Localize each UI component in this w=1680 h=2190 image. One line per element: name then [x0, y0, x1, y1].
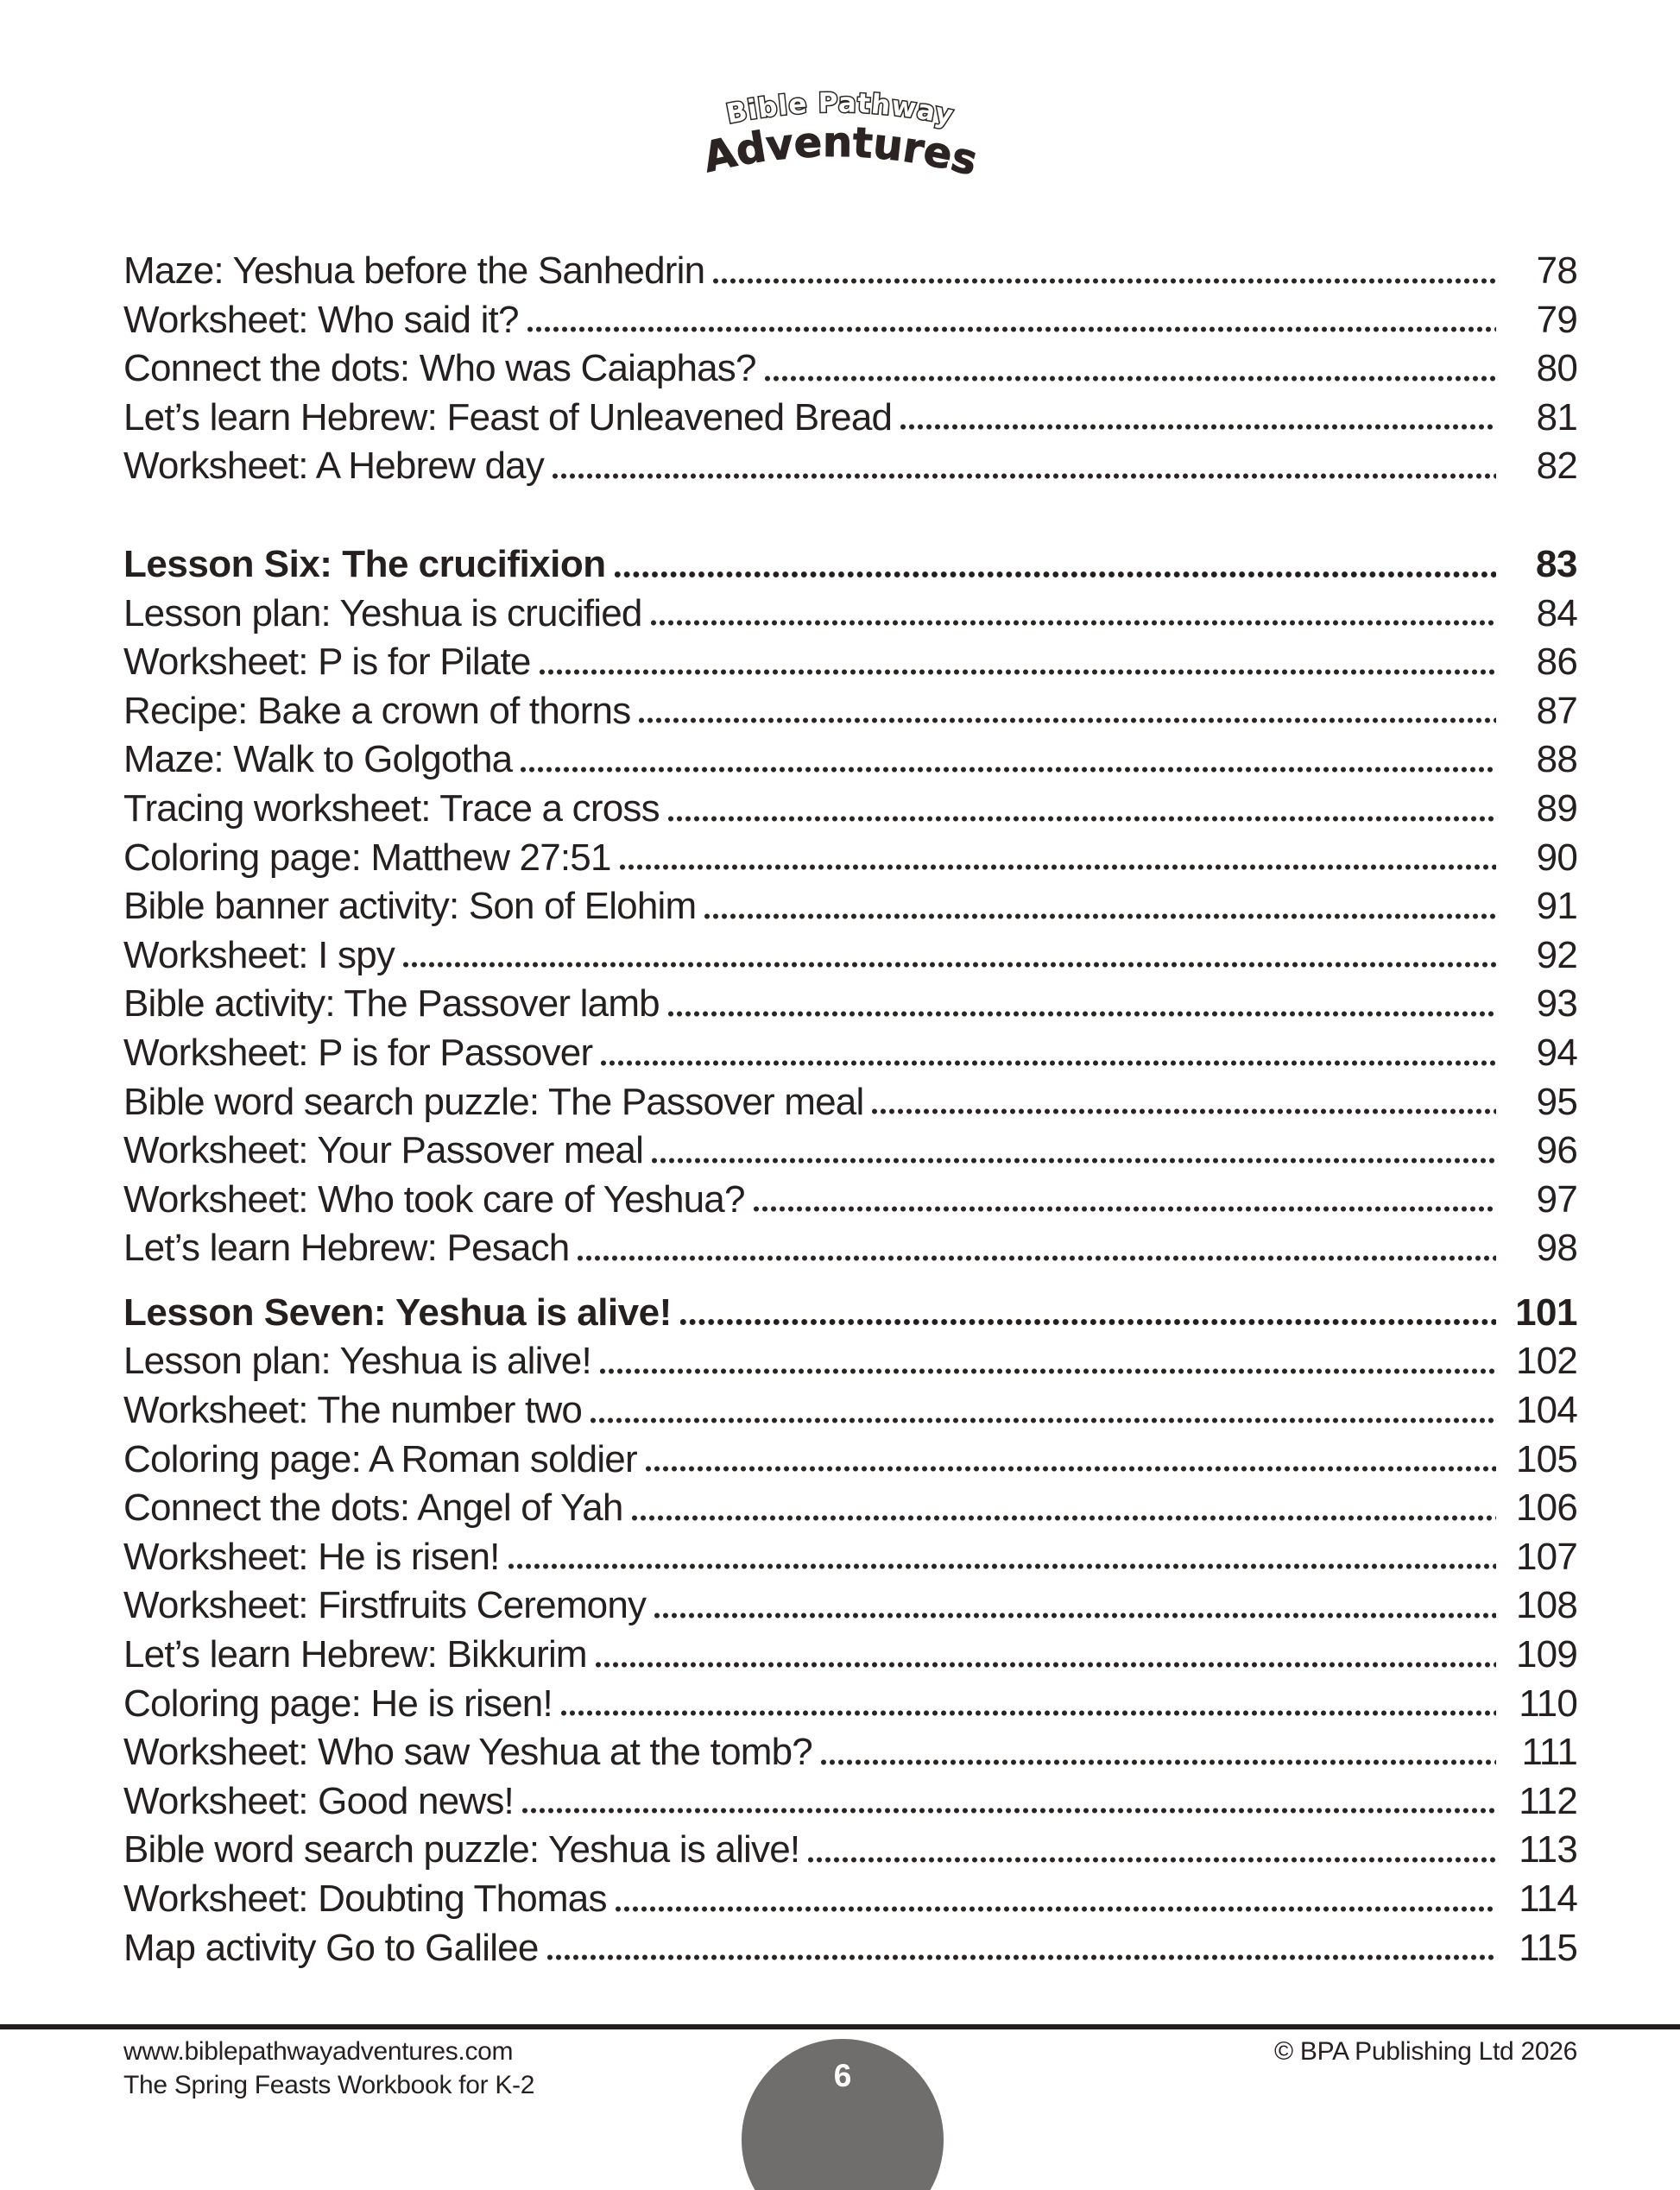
- toc-entry-label: Worksheet: P is for Pilate: [123, 641, 531, 684]
- toc-entry: [123, 1337, 1577, 1386]
- toc-entry-label: Coloring page: He is risen!: [123, 1682, 553, 1725]
- toc-entry: [123, 1436, 1577, 1485]
- toc-entry: [123, 1680, 1577, 1729]
- footer-book-title: The Spring Feasts Workbook for K-2: [123, 2071, 535, 2099]
- toc-entry-label: Worksheet: I spy: [123, 933, 395, 976]
- toc-entry-page: 95: [1536, 1080, 1577, 1123]
- toc-entry: [123, 1533, 1577, 1582]
- toc-entry-label: Coloring page: Matthew 27:51: [123, 836, 611, 879]
- toc-entry: [123, 344, 1577, 394]
- toc-entry-page: 98: [1536, 1227, 1577, 1270]
- toc-entry: [123, 1224, 1577, 1273]
- toc-entry: [123, 638, 1577, 687]
- toc-entry-label: Worksheet: P is for Passover: [123, 1031, 593, 1074]
- toc-entry-label: Worksheet: Who took care of Yeshua?: [123, 1177, 745, 1221]
- toc-entry-label: Map activity Go to Galilee: [123, 1926, 539, 1969]
- publisher-logo: [698, 83, 982, 192]
- toc-entry-label: Let’s learn Hebrew: Feast of Unleavened Bread: [123, 395, 893, 439]
- toc-entry-page: 102: [1515, 1340, 1577, 1383]
- footer-copyright: © BPA Publishing Ltd 2026: [1274, 2037, 1577, 2066]
- toc-entry-page: 87: [1536, 689, 1577, 732]
- toc-entry: [123, 687, 1577, 736]
- footer-divider: [0, 2024, 1680, 2029]
- toc-entry-page: 115: [1519, 1926, 1577, 1969]
- toc-entry-page: 96: [1536, 1129, 1577, 1172]
- toc-entry-label: Maze: Yeshua before the Sanhedrin: [123, 249, 705, 292]
- toc-entry-label: Bible banner activity: Son of Elohim: [123, 885, 697, 928]
- toc-entry: [123, 296, 1577, 345]
- toc-entry-page: 107: [1515, 1535, 1577, 1578]
- toc-section-heading: [123, 540, 1577, 590]
- toc-entry: [123, 394, 1577, 443]
- toc-entry-page: 91: [1536, 885, 1577, 928]
- toc-entry-label: Worksheet: Firstfruits Ceremony: [123, 1584, 647, 1627]
- toc-entry-label: Worksheet: The number two: [123, 1389, 583, 1432]
- toc-entry-page: 94: [1536, 1031, 1577, 1074]
- toc-section-continued: [123, 247, 1577, 491]
- toc-section-lesson-seven: [123, 1289, 1577, 1972]
- toc-heading-page: 83: [1536, 542, 1577, 585]
- toc-entry-label: Coloring page: A Roman soldier: [123, 1437, 637, 1480]
- toc-entry-page: 97: [1536, 1177, 1577, 1221]
- toc-entry: [123, 1777, 1577, 1827]
- toc-heading-label: Lesson Seven: Yeshua is alive!: [123, 1291, 672, 1334]
- toc-entry: [123, 980, 1577, 1029]
- table-of-contents: [123, 247, 1577, 1972]
- toc-entry-page: 81: [1536, 395, 1577, 439]
- toc-entry-label: Maze: Walk to Golgotha: [123, 738, 513, 781]
- toc-entry: [123, 735, 1577, 785]
- toc-entry-page: 84: [1536, 591, 1577, 634]
- toc-entry: [123, 1728, 1577, 1777]
- toc-entry-page: 104: [1515, 1389, 1577, 1432]
- toc-entry: [123, 882, 1577, 931]
- page-number-badge: [742, 2039, 944, 2190]
- toc-section-heading: [123, 1289, 1577, 1338]
- toc-entry-page: 86: [1536, 641, 1577, 684]
- toc-entry: [123, 247, 1577, 296]
- toc-heading-label: Lesson Six: The crucifixion: [123, 542, 606, 585]
- toc-entry-page: 90: [1536, 836, 1577, 879]
- toc-entry: [123, 590, 1577, 639]
- logo-line2: Adventures: [698, 117, 982, 186]
- toc-entry-page: 92: [1536, 933, 1577, 976]
- toc-entry-page: 105: [1515, 1437, 1577, 1480]
- toc-entry: [123, 1127, 1577, 1176]
- toc-entry-label: Bible word search puzzle: Yeshua is alive!: [123, 1828, 800, 1871]
- toc-entry-page: 80: [1536, 347, 1577, 390]
- toc-entry: [123, 1875, 1577, 1924]
- toc-entry-label: Let’s learn Hebrew: Bikkurim: [123, 1633, 587, 1676]
- bible-pathway-adventures-logo-icon: [698, 83, 982, 188]
- toc-entry-label: Worksheet: A Hebrew day: [123, 445, 545, 488]
- toc-entry-page: 113: [1519, 1828, 1577, 1871]
- toc-entry-label: Tracing worksheet: Trace a cross: [123, 786, 660, 830]
- toc-entry-label: Bible activity: The Passover lamb: [123, 982, 660, 1026]
- toc-entry-label: Worksheet: Doubting Thomas: [123, 1878, 607, 1920]
- toc-entry-label: Connect the dots: Angel of Yah: [123, 1486, 623, 1530]
- toc-entry-page: 88: [1536, 738, 1577, 781]
- toc-entry-page: 110: [1519, 1682, 1577, 1725]
- footer-left-block: [123, 2035, 534, 2102]
- toc-entry: [123, 1826, 1577, 1875]
- toc-entry: [123, 1631, 1577, 1680]
- toc-entry-page: 111: [1521, 1731, 1577, 1774]
- toc-entry-label: Worksheet: Who saw Yeshua at the tomb?: [123, 1731, 812, 1774]
- toc-entry-label: Worksheet: Who said it?: [123, 298, 519, 341]
- toc-entry-page: 78: [1536, 249, 1577, 292]
- toc-entry: [123, 785, 1577, 834]
- toc-entry-page: 79: [1536, 298, 1577, 341]
- toc-entry-page: 82: [1536, 445, 1577, 488]
- toc-entry-label: Worksheet: Your Passover meal: [123, 1129, 644, 1172]
- toc-entry-label: Recipe: Bake a crown of thorns: [123, 689, 631, 732]
- toc-entry: [123, 1484, 1577, 1533]
- toc-entry-page: 108: [1515, 1584, 1577, 1627]
- toc-entry: [123, 931, 1577, 981]
- toc-entry-label: Lesson plan: Yeshua is alive!: [123, 1340, 591, 1383]
- toc-entry-page: 114: [1519, 1878, 1577, 1920]
- toc-section-lesson-six: [123, 540, 1577, 1273]
- toc-entry: [123, 1924, 1577, 1973]
- toc-entry-page: 93: [1536, 982, 1577, 1026]
- footer-website: www.biblepathwayadventures.com: [123, 2037, 514, 2066]
- toc-entry: [123, 1029, 1577, 1078]
- toc-entry-label: Connect the dots: Who was Caiaphas?: [123, 347, 756, 390]
- toc-entry-page: 89: [1536, 786, 1577, 830]
- toc-heading-page: 101: [1515, 1291, 1577, 1334]
- toc-entry-page: 109: [1515, 1633, 1577, 1676]
- toc-entry-page: 106: [1515, 1486, 1577, 1530]
- page-number: 6: [833, 2058, 852, 2093]
- toc-entry-label: Lesson plan: Yeshua is crucified: [123, 591, 642, 634]
- toc-entry-label: Worksheet: He is risen!: [123, 1535, 500, 1578]
- toc-entry: [123, 834, 1577, 883]
- toc-entry-label: Worksheet: Good news!: [123, 1779, 514, 1822]
- toc-entry: [123, 1078, 1577, 1127]
- toc-entry: [123, 1581, 1577, 1631]
- toc-entry: [123, 442, 1577, 491]
- toc-entry-label: Bible word search puzzle: The Passover meal: [123, 1080, 864, 1123]
- toc-entry-label: Let’s learn Hebrew: Pesach: [123, 1227, 570, 1270]
- toc-entry-page: 112: [1519, 1779, 1577, 1822]
- toc-entry: [123, 1386, 1577, 1436]
- logo-line1: Bible Pathway: [723, 87, 957, 132]
- toc-entry: [123, 1176, 1577, 1225]
